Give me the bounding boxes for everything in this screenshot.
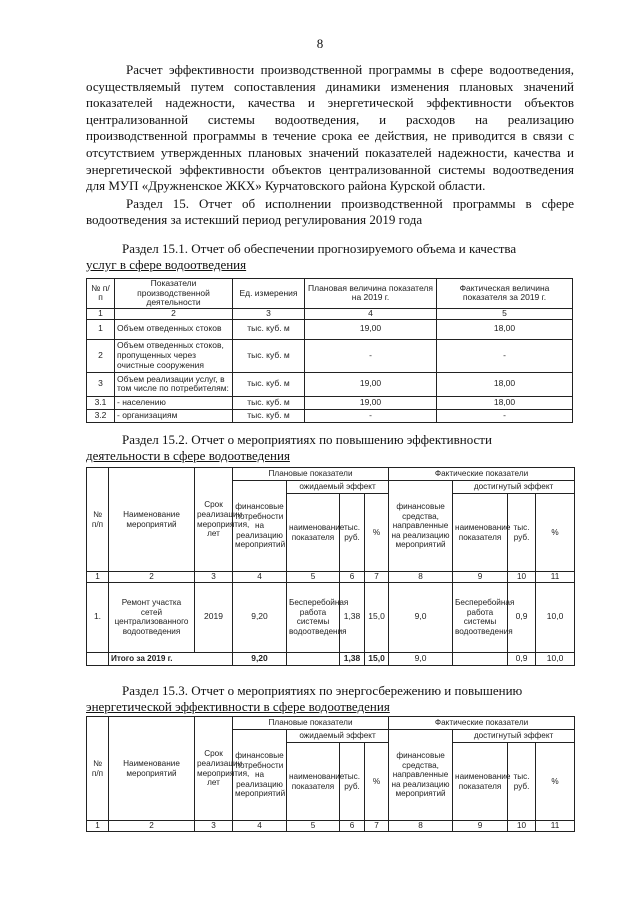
header-eff-pct: % — [365, 743, 389, 821]
total-fact-pct: 10,0 — [536, 652, 575, 665]
index-cell: 1 — [87, 572, 109, 583]
row-plan: 19,00 — [305, 319, 437, 339]
row-unit: тыс. куб. м — [233, 339, 305, 372]
table-15-1 — [86, 278, 573, 423]
row-eff-name: Бесперебойная работа системы водоотведения — [287, 582, 340, 652]
index-cell: 4 — [305, 308, 437, 319]
total-fact-fin: 9,0 — [389, 652, 453, 665]
header-fact-group: Фактические показатели — [389, 468, 575, 481]
row-plan: 19,00 — [305, 372, 437, 396]
row-eff-pct: 15,0 — [365, 582, 389, 652]
header-plan-group: Плановые показатели — [233, 468, 389, 481]
table-15-3-header-1 — [87, 717, 575, 730]
total-eff-sum: 1,38 — [340, 652, 365, 665]
row-plan: - — [305, 409, 437, 422]
row-name: - населению — [115, 396, 233, 409]
header-term: Срок реализации мероприятия, лет — [195, 717, 233, 821]
table-row — [87, 396, 573, 409]
section-15-1-title-line2: услуг в сфере водоотведения — [86, 257, 247, 272]
row-n: 1 — [87, 319, 115, 339]
index-cell: 6 — [340, 572, 365, 583]
index-cell: 3 — [195, 572, 233, 583]
header-eff-name: наименование показателя — [287, 743, 340, 821]
row-name: - организациям — [115, 409, 233, 422]
section-15-3-title-line2: энергетической эффективности в сфере водоотведения — [86, 699, 390, 714]
header-name: Наименование мероприятий — [109, 717, 195, 821]
table-15-1-index-row — [87, 308, 573, 319]
header-fact-fin: финансовые средства, направленные на реализацию мероприятий — [389, 481, 453, 572]
row-plan: - — [305, 339, 437, 372]
row-eff-sum: 1,38 — [340, 582, 365, 652]
row-fact: - — [437, 339, 573, 372]
intro-paragraph — [86, 62, 574, 229]
table-15-3-index-row — [87, 821, 575, 832]
section-15-2-title — [86, 432, 574, 464]
section-15-1-title — [86, 241, 574, 273]
header-eff-sum: тыс. руб. — [340, 494, 365, 572]
header-fact-effect: достигнутый эффект — [453, 730, 575, 743]
header-indicator: Показатели производственной деятельности — [115, 279, 233, 309]
index-cell: 3 — [233, 308, 305, 319]
row-name: Объем отведенных стоков, пропущенных через очистные сооружения — [115, 339, 233, 372]
index-cell: 11 — [536, 821, 575, 832]
index-cell: 4 — [233, 572, 287, 583]
index-cell: 9 — [453, 572, 508, 583]
index-cell: 1 — [87, 821, 109, 832]
row-fact-name: Бесперебойная работа системы водоотведения — [453, 582, 508, 652]
index-cell: 8 — [389, 821, 453, 832]
header-plan-effect: ожидаемый эффект — [287, 481, 389, 494]
index-cell: 11 — [536, 572, 575, 583]
index-cell: 2 — [109, 572, 195, 583]
table-15-1-header — [87, 279, 573, 309]
row-n: 2 — [87, 339, 115, 372]
index-cell: 7 — [365, 821, 389, 832]
table-row — [87, 339, 573, 372]
header-fact-sum: тыс. руб. — [508, 494, 536, 572]
header-fact-name: наименование показателя — [453, 494, 508, 572]
header-eff-pct: % — [365, 494, 389, 572]
header-name: Наименование мероприятий — [109, 468, 195, 572]
header-n: № п/п — [87, 279, 115, 309]
table-15-3 — [86, 716, 575, 832]
table-row — [87, 319, 573, 339]
index-cell: 7 — [365, 572, 389, 583]
section-15-2-title-line2: деятельности в сфере водоотведения — [86, 448, 290, 463]
total-label: Итого за 2019 г. — [109, 652, 233, 665]
row-name: Объем реализации услуг, в том числе по потребителям: — [115, 372, 233, 396]
index-cell: 3 — [195, 821, 233, 832]
index-cell: 8 — [389, 572, 453, 583]
row-unit: тыс. куб. м — [233, 409, 305, 422]
section-15-3-title — [86, 683, 574, 715]
header-plan-fin: финансовые потребности на реализацию мероприятий — [233, 730, 287, 821]
index-cell: 1 — [87, 308, 115, 319]
table-row — [87, 372, 573, 396]
table-row — [87, 582, 575, 652]
header-fact-fin: финансовые средства, направленные на реализацию мероприятий — [389, 730, 453, 821]
row-unit: тыс. куб. м — [233, 396, 305, 409]
index-cell: 5 — [287, 821, 340, 832]
section-15-2-title-line1: Раздел 15.2. Отчет о мероприятиях по повышению эффективности — [122, 432, 492, 447]
row-unit: тыс. куб. м — [233, 319, 305, 339]
row-n: 3.2 — [87, 409, 115, 422]
header-unit: Ед. измерения — [233, 279, 305, 309]
header-plan-fin: финансовые потребности на реализацию мероприятий — [233, 481, 287, 572]
section-15-1-title-line1: Раздел 15.1. Отчет об обеспечении прогнозируемого объема и качества — [122, 241, 517, 256]
header-plan-group: Плановые показатели — [233, 717, 389, 730]
header-fact-pct: % — [536, 743, 575, 821]
row-fact: 18,00 — [437, 372, 573, 396]
row-fact: 18,00 — [437, 396, 573, 409]
header-n: № п/п — [87, 717, 109, 821]
row-n: 1. — [87, 582, 109, 652]
header-fact: Фактическая величина показателя за 2019 г. — [437, 279, 573, 309]
row-fact-fin: 9,0 — [389, 582, 453, 652]
row-name: Объем отведенных стоков — [115, 319, 233, 339]
row-plan-fin: 9,20 — [233, 582, 287, 652]
index-cell: 5 — [437, 308, 573, 319]
header-plan: Плановая величина показателя на 2019 г. — [305, 279, 437, 309]
page-number: 8 — [316, 36, 324, 51]
section-15-title: Раздел 15. Отчет об исполнении производственной программы в сфере водоотведения за истекший период регулирования 2019 года — [86, 195, 574, 228]
total-eff-pct: 15,0 — [365, 652, 389, 665]
row-term: 2019 — [195, 582, 233, 652]
row-unit: тыс. куб. м — [233, 372, 305, 396]
header-fact-pct: % — [536, 494, 575, 572]
row-plan: 19,00 — [305, 396, 437, 409]
table-row — [87, 409, 573, 422]
header-eff-name: наименование показателя — [287, 494, 340, 572]
total-row — [87, 652, 575, 665]
header-fact-sum: тыс. руб. — [508, 743, 536, 821]
row-fact: 18,00 — [437, 319, 573, 339]
total-plan-fin: 9,20 — [233, 652, 287, 665]
index-cell: 9 — [453, 821, 508, 832]
table-15-2 — [86, 467, 575, 666]
header-eff-sum: тыс. руб. — [340, 743, 365, 821]
index-cell: 10 — [508, 572, 536, 583]
row-fact: - — [437, 409, 573, 422]
row-fact-pct: 10,0 — [536, 582, 575, 652]
index-cell: 10 — [508, 821, 536, 832]
intro-text: Расчет эффективности производственной программы в сфере водоотведения, осуществляемый путем сопоставления динамики изменения плановых значений показателей надежности, качества и энергетической эффективности объектов централизованной системы водоотведения, и расходов на реализацию производственной программы в течение срока ее действия, не приводится в связи с отсутствием утвержденных плановых значений показателей надежности, качества и энергетической эффективности объектов централизованной системы водоотведения для МУП «Дружненское ЖКХ» Курчатовского района Курской области. — [86, 62, 574, 194]
header-fact-name: наименование показателя — [453, 743, 508, 821]
total-fact-sum: 0,9 — [508, 652, 536, 665]
row-n: 3 — [87, 372, 115, 396]
row-n: 3.1 — [87, 396, 115, 409]
header-n: № п/п — [87, 468, 109, 572]
index-cell: 2 — [109, 821, 195, 832]
section-15-3-title-line1: Раздел 15.3. Отчет о мероприятиях по энергосбережению и повышению — [122, 683, 523, 698]
row-name: Ремонт участка сетей централизованного водоотведения — [109, 582, 195, 652]
table-15-2-index-row — [87, 572, 575, 583]
index-cell: 2 — [115, 308, 233, 319]
header-fact-group: Фактические показатели — [389, 717, 575, 730]
index-cell: 5 — [287, 572, 340, 583]
index-cell: 6 — [340, 821, 365, 832]
header-term: Срок реализации мероприятия, лет — [195, 468, 233, 572]
header-fact-effect: достигнутый эффект — [453, 481, 575, 494]
index-cell: 4 — [233, 821, 287, 832]
table-15-2-header-1 — [87, 468, 575, 481]
row-fact-sum: 0,9 — [508, 582, 536, 652]
header-plan-effect: ожидаемый эффект — [287, 730, 389, 743]
